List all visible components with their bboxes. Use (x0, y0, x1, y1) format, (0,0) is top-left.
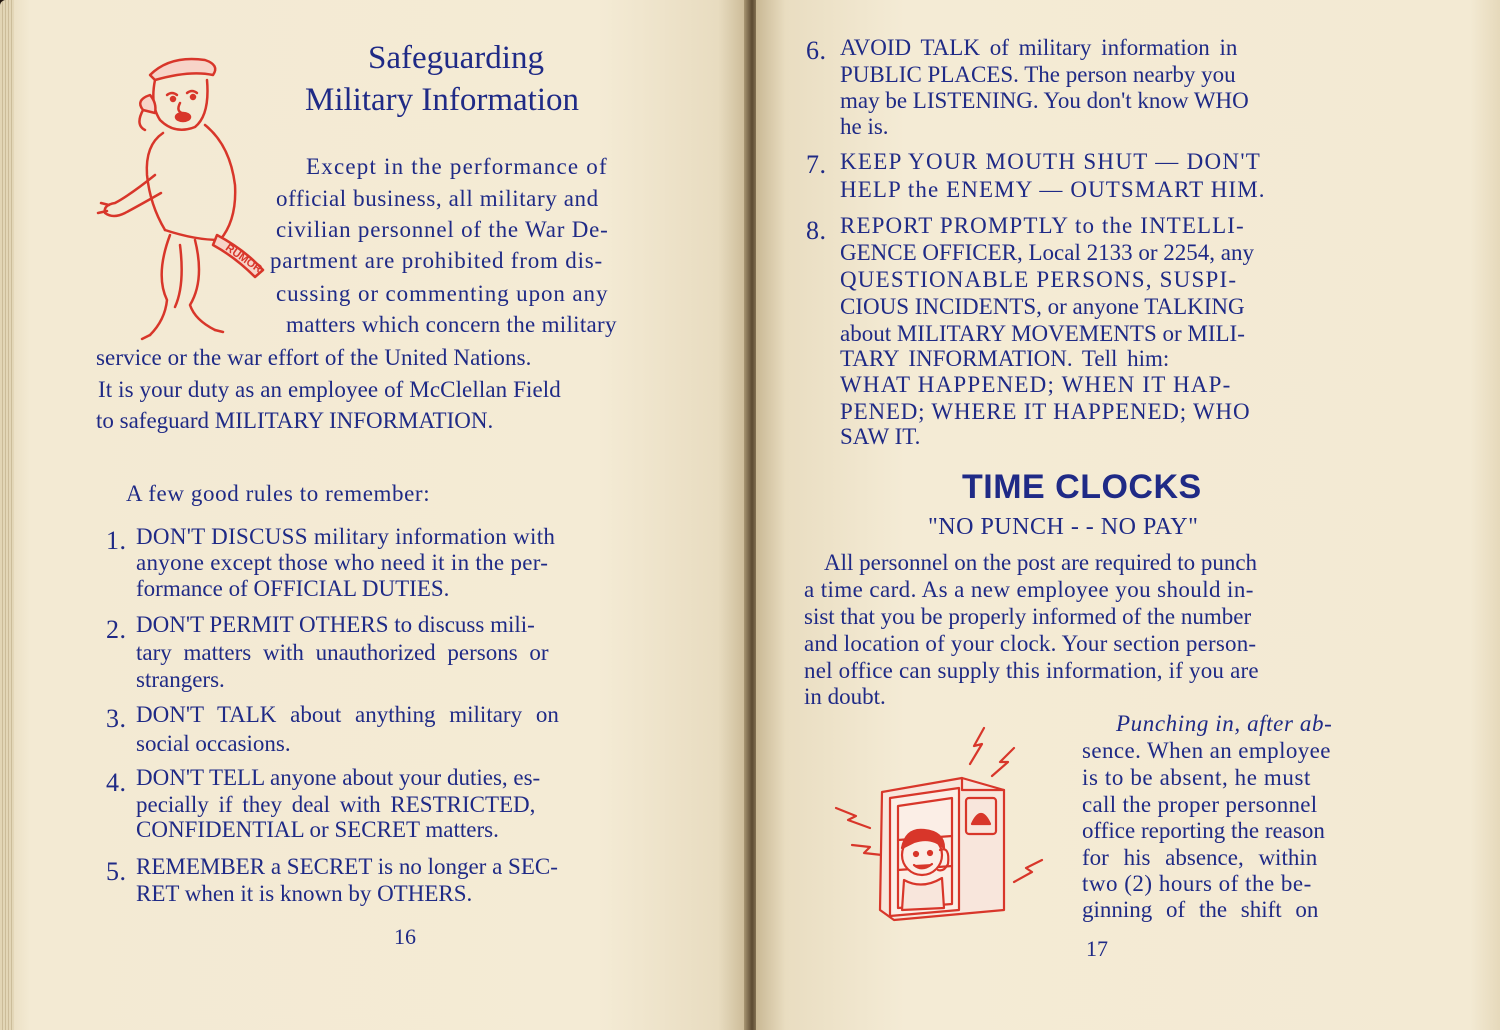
intro-line: Except in the performance of (306, 154, 608, 179)
time-clock-illustration (794, 720, 1104, 940)
left-page (0, 0, 748, 1030)
punch-line: office reporting the reason (1082, 818, 1325, 843)
rule-line: WHAT HAPPENED; WHEN IT HAP- (840, 372, 1232, 397)
rule-line: REMEMBER a SECRET is no longer a SEC- (136, 854, 558, 879)
rule-number: 3. (106, 704, 127, 733)
rule-number: 7. (806, 150, 827, 179)
page-number: 16 (394, 924, 416, 949)
punch-line: sence. When an employee (1082, 738, 1331, 763)
rule-line: about MILITARY MOVEMENTS or MILI- (840, 321, 1245, 346)
rule-line: DON'T DISCUSS military information with (136, 524, 556, 549)
rule-line: DON'T TALK about anything military on (136, 702, 559, 727)
paragraph-line: in doubt. (804, 684, 886, 709)
rule-line: social occasions. (136, 731, 291, 756)
intro-line: matters which concern the military (286, 312, 617, 337)
rule-line: may be LISTENING. You don't know WHO (840, 88, 1249, 113)
rule-number: 5. (106, 857, 127, 886)
punch-line: call the proper personnel (1082, 792, 1318, 817)
paragraph-line: and location of your clock. Your section person- (804, 631, 1257, 656)
rule-line: formance of OFFICIAL DUTIES. (136, 576, 450, 601)
intro-line: partment are prohibited from dis- (270, 248, 603, 273)
rule-line: pecially if they deal with RESTRICTED, (136, 792, 536, 817)
rule-number: 6. (806, 36, 827, 65)
rule-line: DON'T PERMIT OTHERS to discuss mili- (136, 612, 535, 637)
page-number: 17 (1086, 936, 1108, 961)
paragraph-line: a time card. As a new employee you should in- (804, 577, 1254, 602)
rule-line: QUESTIONABLE PERSONS, SUSPI- (840, 267, 1238, 292)
right-page (756, 0, 1500, 1030)
intro-line: service or the war effort of the United Nations. (96, 345, 532, 370)
rule-line: PUBLIC PLACES. The person nearby you (840, 62, 1236, 87)
rule-line: AVOID TALK of military information in (840, 35, 1238, 60)
rule-line: HELP the ENEMY — OUTSMART HIM. (840, 177, 1266, 202)
rule-number: 2. (106, 615, 127, 644)
rule-line: CONFIDENTIAL or SECRET matters. (136, 817, 499, 842)
rumor-man-illustration (95, 45, 280, 345)
intro-line: cussing or commenting upon any (276, 281, 609, 306)
rule-line: anyone except those who need it in the per- (136, 550, 549, 575)
rule-line: GENCE OFFICER, Local 2133 or 2254, any (840, 240, 1254, 265)
intro-line: civilian personnel of the War De- (276, 217, 609, 242)
rule-line: TARY INFORMATION. Tell him: (840, 346, 1170, 371)
page-title-line1: Safeguarding (368, 40, 544, 76)
rule-number: 4. (106, 768, 127, 797)
section-subtitle: "NO PUNCH - - NO PAY" (928, 514, 1199, 540)
rule-line: PENED; WHERE IT HAPPENED; WHO (840, 399, 1251, 424)
intro-line: to safeguard MILITARY INFORMATION. (96, 408, 494, 433)
page-edges (0, 0, 14, 1030)
intro-line: official business, all military and (276, 186, 599, 211)
punch-line: is to be absent, he must (1082, 765, 1312, 790)
punch-line: for his absence, within (1082, 845, 1318, 870)
rule-line: SAW IT. (840, 424, 921, 449)
rumor-label: RUMOR (223, 241, 265, 276)
paragraph-line: sist that you be properly informed of the number (804, 604, 1252, 629)
rule-line: tary matters with unauthorized persons or (136, 640, 549, 665)
punch-heading: Punching in, after ab- (1116, 711, 1333, 736)
punch-line: ginning of the shift on (1082, 897, 1319, 922)
rule-line: CIOUS INCIDENTS, or anyone TALKING (840, 294, 1245, 319)
section-title: TIME CLOCKS (962, 468, 1202, 506)
rule-line: KEEP YOUR MOUTH SHUT — DON'T (840, 149, 1262, 174)
rule-line: he is. (840, 114, 889, 139)
rule-line: REPORT PROMPTLY to the INTELLI- (840, 213, 1245, 238)
paragraph-line: All personnel on the post are required to punch (824, 550, 1258, 575)
rules-intro: A few good rules to remember: (126, 481, 431, 506)
rule-line: strangers. (136, 667, 225, 692)
punch-line: two (2) hours of the be- (1082, 871, 1312, 896)
rule-number: 1. (106, 526, 127, 555)
rule-line: DON'T TELL anyone about your duties, es- (136, 765, 541, 790)
rule-number: 8. (806, 216, 827, 245)
rule-line: RET when it is known by OTHERS. (136, 881, 473, 906)
paragraph-line: nel office can supply this information, if you are (804, 658, 1259, 683)
intro-line: It is your duty as an employee of McClellan Field (98, 377, 561, 402)
page-title-line2: Military Information (305, 82, 580, 118)
